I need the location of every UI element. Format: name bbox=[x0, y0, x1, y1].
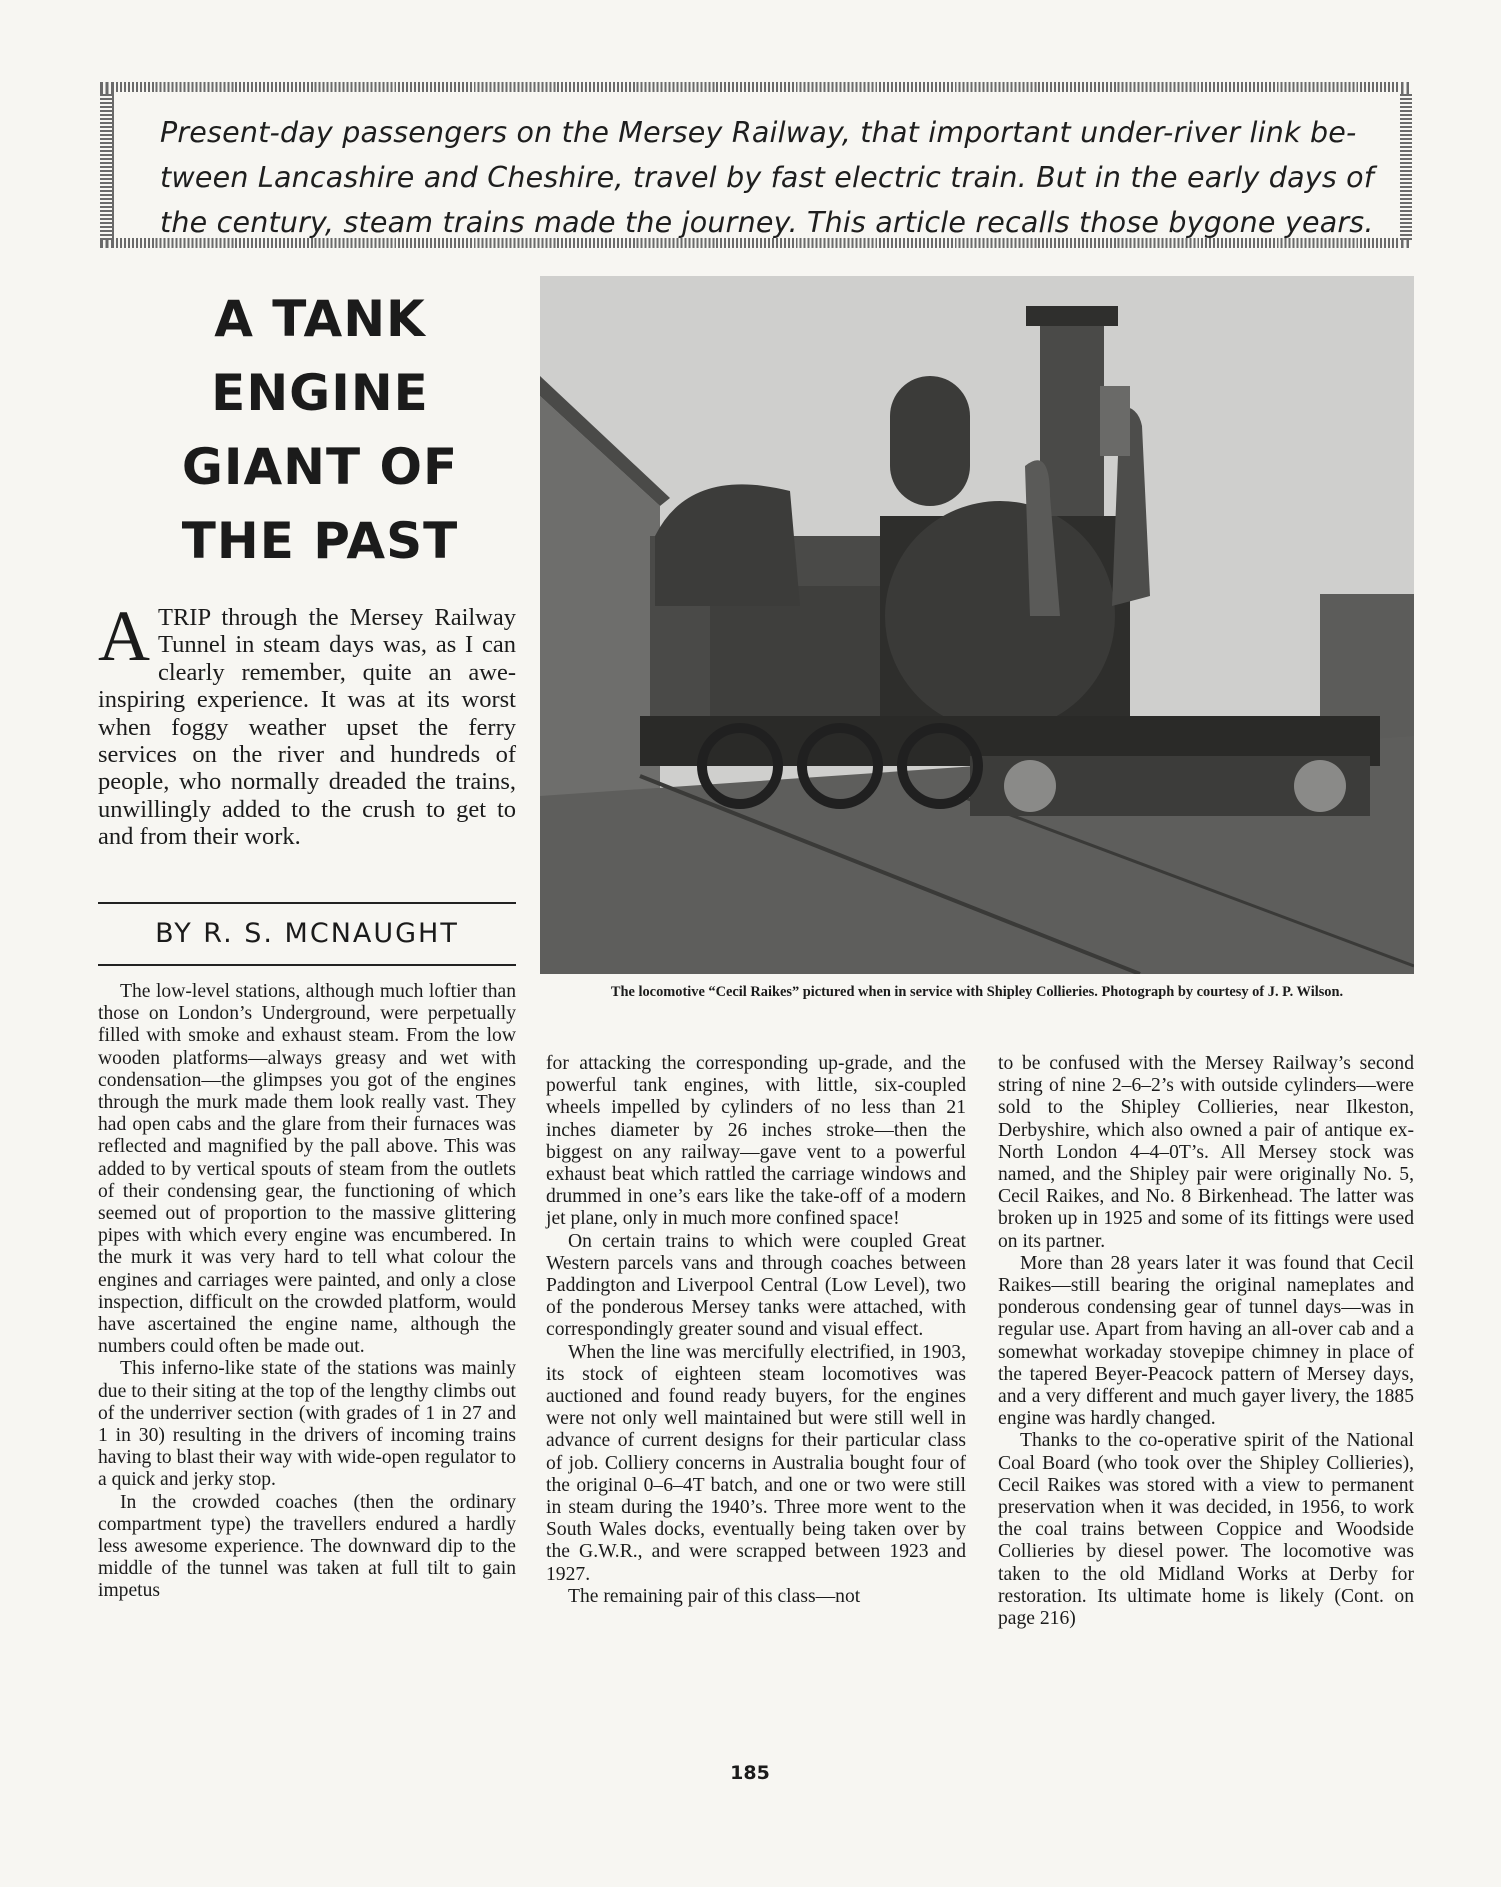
paragraph: When the line was mercifully electrified, in 1903, its stock of eighteen steam locomotives was auctioned and found ready buyers, for the engines were not only well maintained but were still well in advance of current designs for their particular class of job. Colliery concerns in Australia bought four of the original 0–6–4T batch, and one or two were still in steam during the 1940’s. Three more went to the South Wales docks, eventually being taken over by the G.W.R., and were scrapped between 1923 and 1927. bbox=[546, 1341, 966, 1585]
headline-line: GIANT OF bbox=[181, 438, 459, 496]
paragraph: The low-level stations, although much loftier than those on London’s Underground, were perpetually filled with smoke and exhaust steam. From the low wooden platforms—always greasy and wet with condensation—the glimpses you got of the engines through the murk made them look really vast. They had open cabs and the glare from their furnaces was reflected and magnified by the pall above. This was added to by vertical spouts of steam from the outlets of their condensing gear, the functioning of which seemed out of proportion to the massive glittering pipes with which every engine was encumbered. In the murk it was very hard to tell what colour the engines and carriages were painted, and only a close inspection, difficult on the crowded platform, would have ascertained the engine name, although the numbers could often be made out. bbox=[98, 981, 516, 1358]
locomotive-photo bbox=[540, 276, 1414, 974]
paragraph: This inferno-like state of the stations was mainly due to their siting at the top of the lengthy climbs out of the underriver section (with grades of 1 in 27 and 1 in 30) resulting in the drivers of incoming trains having to blast their way with wide-open regulator to a quick and jerky stop. bbox=[98, 1358, 516, 1491]
byline: BY R. S. MCNAUGHT bbox=[155, 918, 459, 949]
locomotive-illustration bbox=[540, 276, 1414, 974]
paragraph: On certain trains to which were coupled Great Western parcels vans and through coaches between Paddington and Liverpool Central (Low Level), two of the ponderous Mersey tanks were attached, with correspondingly greater sound and visual effect. bbox=[546, 1230, 966, 1341]
page-number: 185 bbox=[730, 1762, 770, 1784]
paragraph: for attacking the corresponding up-grade, and the powerful tank engines, with little, six-coupled wheels impelled by cylinders of no less than 21 inches diameter by 26 inches stroke—then the biggest on any railway—gave vent to a powerful exhaust beat which rattled the carriage windows and drummed in one’s ears like the take-off of a modern jet plane, only in much more confined space! bbox=[546, 1053, 966, 1230]
article-column-3 bbox=[998, 1053, 1414, 1630]
headline-line: THE PAST bbox=[181, 512, 459, 570]
byline-rule-bottom bbox=[98, 964, 516, 966]
intro-border-left bbox=[100, 94, 112, 240]
byline-rule-top bbox=[98, 902, 516, 904]
intro-line: the century, steam trains made the journey. This article recalls those bygone years. bbox=[160, 206, 1374, 239]
drop-cap: A bbox=[98, 596, 150, 676]
article-column-1 bbox=[98, 981, 516, 1603]
lead-paragraph bbox=[98, 596, 516, 851]
paragraph: Thanks to the co-operative spirit of the National Coal Board (who took over the Shipley Collieries), Cecil Raikes was stored with a view to permanent preservation when it was decided, in 1956, to work the coal trains between Coppice and Woodside Collieries by diesel power. The locomotive was taken to the old Midland Works at Derby for restoration. Its ultimate home is likely (Cont. on page 216) bbox=[998, 1430, 1414, 1630]
paragraph: More than 28 years later it was found that Cecil Raikes—still bearing the original nameplates and ponderous condensing gear of tunnel days—was in regular use. Apart from having an all-over cab and a somewhat workaday stovepipe chimney in place of the tapered Beyer-Peacock pattern of Mersey days, and a very different and much gayer livery, the 1885 engine was hardly changed. bbox=[998, 1252, 1414, 1430]
article-column-2 bbox=[546, 1053, 966, 1608]
headline-line: A TANK bbox=[214, 290, 426, 348]
lead-text: TRIP through the Mersey Railway Tunnel in steam days was, as I can clearly remember, quite an awe-inspiring experience. It was at its worst when foggy weather upset the ferry services on the river and hundreds of people, who normally dreaded the trains, unwillingly added to the crush to get to and from their work. bbox=[98, 604, 516, 851]
intro-text bbox=[160, 110, 1390, 245]
paragraph: to be confused with the Mersey Railway’s second string of nine 2–6–2’s with outside cylinders—were sold to the Shipley Collieries, near Ilkeston, Derbyshire, which also owned a pair of antique ex-North London 4–4–0T’s. All Mersey stock was named, and the Shipley pair were originally No. 5, Cecil Raikes, and No. 8 Birkenhead. The latter was broken up in 1925 and some of its fittings were used on its partner. bbox=[998, 1053, 1414, 1252]
headline bbox=[120, 282, 520, 578]
paragraph: The remaining pair of this class—not bbox=[568, 1585, 861, 1607]
headline-line: ENGINE bbox=[211, 364, 429, 422]
intro-line: Present-day passengers on the Mersey Railway, that important under-river link be- bbox=[160, 116, 1357, 149]
intro-border-right bbox=[1400, 94, 1412, 240]
paragraph: In the crowded coaches (then the ordinary compartment type) the travellers endured a hardly less awesome experience. The downward dip to the middle of the tunnel was taken at full tilt to gain impetus bbox=[98, 1491, 516, 1602]
photo-caption: The locomotive “Cecil Raikes” pictured when in service with Shipley Collieries. Photograph by courtesy of J. P. Wilson. bbox=[610, 984, 1344, 1000]
intro-line: tween Lancashire and Cheshire, travel by fast electric train. But in the early days of bbox=[160, 161, 1374, 194]
